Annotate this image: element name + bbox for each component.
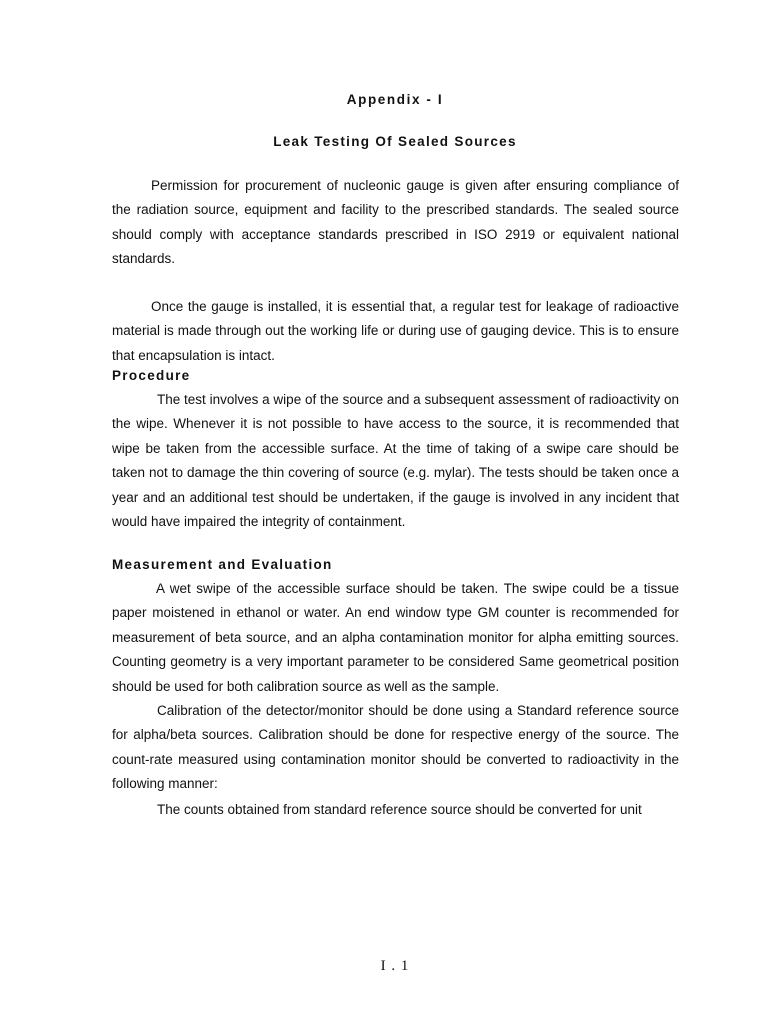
page-number: I . 1 — [380, 958, 410, 974]
procedure-heading: Procedure — [112, 368, 191, 383]
document-title: Leak Testing Of Sealed Sources — [273, 134, 517, 149]
procedure-paragraph: The test involves a wipe of the source and a subsequent assessment of radioactivity on the wipe. Whenever it is not possible to have access to the source, it is recommended that wipe be taken from the accessible surface. At the time of taking of a swipe care should be taken not to damage the thin covering of source (e.g. mylar). The tests should be taken once a year and an additional test should be undertaken, if the gauge is involved in any incident that would have impaired the integrity of containment. — [112, 392, 679, 530]
intro-paragraph-1: Permission for procurement of nucleonic gauge is given after ensuring compliance of the radiation source, equipment and facility to the prescribed standards. The sealed source should comply with acceptance standards prescribed in ISO 2919 or equivalent national standards. — [112, 178, 679, 267]
measurement-paragraph-1: A wet swipe of the accessible surface should be taken. The swipe could be a tissue paper moistened in ethanol or water. An end window type GM counter is recommended for measurement of beta source, and an alpha contamination monitor for alpha emitting sources. Counting geometry is a very important parameter to be considered Same geometrical position should be used for both calibration source as well as the sample. — [112, 581, 679, 694]
appendix-title: Appendix - I — [346, 92, 444, 107]
intro-paragraph-2: Once the gauge is installed, it is essential that, a regular test for leakage of radioactive material is made through out the working life or during use of gauging device. This is to ensure that encapsulation is intact. — [112, 299, 679, 363]
measurement-paragraph-3: The counts obtained from standard reference source should be converted for unit — [157, 802, 642, 817]
measurement-paragraph-2: Calibration of the detector/monitor should be done using a Standard reference source for alpha/beta sources. Calibration should be done for respective energy of the source. The count-rate measured using contamination monitor should be converted to radioactivity in the following manner: — [112, 703, 679, 792]
measurement-heading: Measurement and Evaluation — [112, 557, 333, 572]
